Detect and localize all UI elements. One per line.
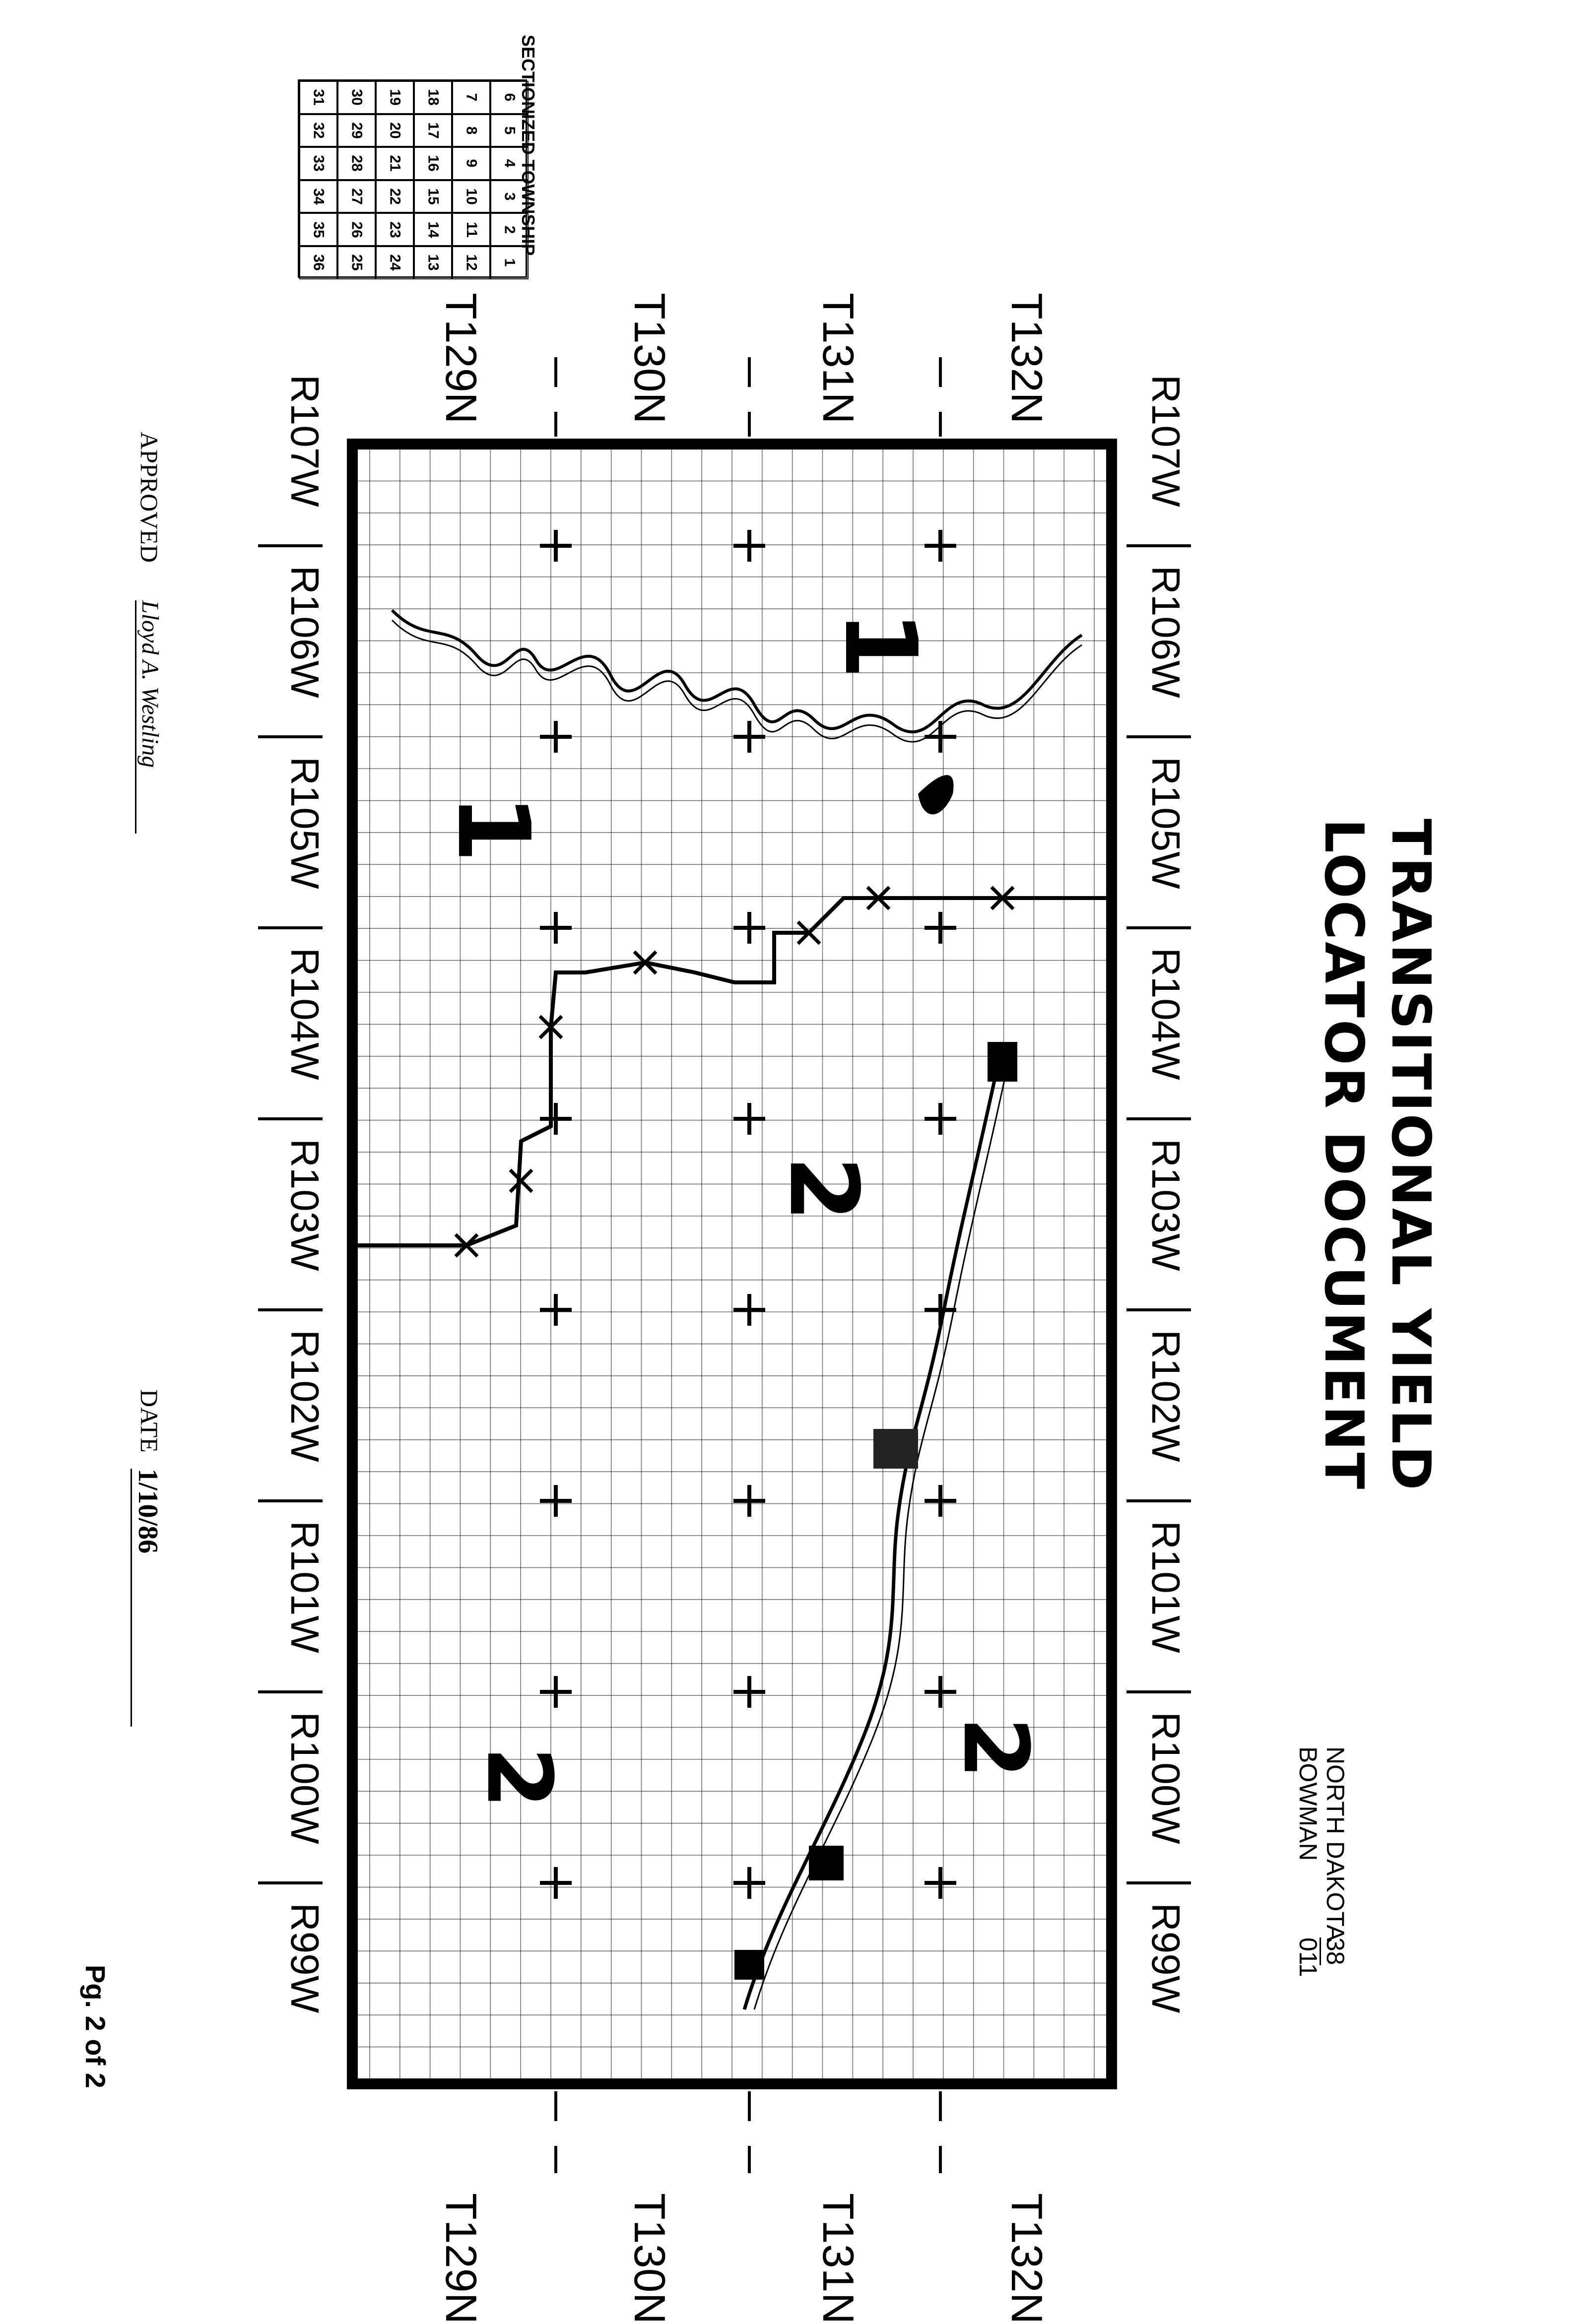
lake xyxy=(918,775,954,814)
document-title: TRANSITIONAL YIELD xyxy=(1380,819,1442,1492)
section-number: 35 xyxy=(310,221,327,238)
section-number: 1 xyxy=(501,258,518,267)
zone-label: 1 xyxy=(822,610,938,680)
state-name: NORTH DAKOTA xyxy=(1322,1746,1349,1941)
township-label: T132N xyxy=(1002,293,1052,424)
document-subtitle: LOCATOR DOCUMENT xyxy=(1313,819,1375,1491)
section-number: 9 xyxy=(463,159,480,168)
zone-label: 1 xyxy=(435,794,551,863)
date-label: DATE xyxy=(135,1389,163,1453)
range-label-left: R107W xyxy=(283,375,327,507)
section-number: 11 xyxy=(463,221,480,238)
section-number: 36 xyxy=(310,254,327,271)
section-number: 3 xyxy=(501,192,518,201)
township-label: T131N xyxy=(814,2193,863,2324)
section-number: 5 xyxy=(501,126,518,135)
section-number: 34 xyxy=(310,188,327,205)
section-number: 12 xyxy=(463,254,480,271)
approved-signature: Lloyd A. Westling xyxy=(135,600,164,834)
state-code: 38 xyxy=(1320,1937,1350,1965)
section-number: 19 xyxy=(387,89,403,106)
township-label: T129N xyxy=(437,2193,486,2324)
section-number: 2 xyxy=(501,225,518,234)
section-number: 15 xyxy=(425,188,442,205)
approved-label: APPROVED xyxy=(135,432,163,563)
range-label-right: R99W xyxy=(1144,1903,1188,2013)
township-label: T130N xyxy=(625,2193,674,2324)
section-number: 13 xyxy=(425,254,442,271)
town-marker xyxy=(873,1429,918,1469)
section-number: 31 xyxy=(310,89,327,106)
range-label-left: R101W xyxy=(283,1521,327,1653)
range-label-right: R105W xyxy=(1144,757,1188,889)
range-label-right: R102W xyxy=(1144,1330,1188,1462)
section-number: 27 xyxy=(348,188,365,205)
date-value: 1/10/86 xyxy=(131,1469,164,1727)
page-number: Pg. 2 of 2 xyxy=(80,1965,111,2088)
township-label: T130N xyxy=(625,293,674,424)
township-label: T132N xyxy=(1002,2193,1052,2324)
section-number: 30 xyxy=(348,89,365,106)
town-marker xyxy=(988,1042,1017,1082)
range-label-right: R103W xyxy=(1144,1139,1188,1271)
range-label-right: R107W xyxy=(1144,375,1188,507)
section-number: 14 xyxy=(425,221,442,238)
section-number: 32 xyxy=(310,122,327,139)
section-number: 7 xyxy=(463,93,480,102)
section-number: 6 xyxy=(501,93,518,102)
section-number: 18 xyxy=(425,89,442,106)
range-label-left: R103W xyxy=(283,1139,327,1271)
zone-label: 2 xyxy=(943,1717,1047,1779)
zone-label: 2 xyxy=(769,1156,878,1222)
range-label-right: R101W xyxy=(1144,1521,1188,1653)
town-marker xyxy=(809,1846,844,1880)
section-number: 28 xyxy=(348,155,365,172)
section-number: 23 xyxy=(387,221,403,238)
river-bank xyxy=(392,620,1082,742)
section-number: 33 xyxy=(310,155,327,172)
section-number: 20 xyxy=(387,122,403,139)
section-number: 25 xyxy=(348,254,365,271)
range-label-left: R104W xyxy=(283,948,327,1080)
section-number: 26 xyxy=(348,221,365,238)
section-number: 17 xyxy=(425,122,442,139)
section-number: 4 xyxy=(501,159,518,168)
county-code: 011 xyxy=(1294,1937,1322,1977)
section-number: 21 xyxy=(387,155,403,172)
range-label-left: R102W xyxy=(283,1330,327,1462)
range-label-left: R105W xyxy=(283,757,327,889)
section-number: 10 xyxy=(463,188,480,205)
zone-label: 2 xyxy=(467,1746,571,1809)
inset-label: SECTIONIZED TOWNSHIP xyxy=(518,35,538,256)
town-marker xyxy=(734,1950,764,1980)
range-label-left: R99W xyxy=(283,1903,327,2013)
range-label-right: R104W xyxy=(1144,948,1188,1080)
range-label-left: R106W xyxy=(283,566,327,698)
section-number: 16 xyxy=(425,155,442,172)
range-label-left: R100W xyxy=(283,1712,327,1844)
section-number: 29 xyxy=(348,122,365,139)
township-label: T131N xyxy=(814,293,863,424)
section-number: 8 xyxy=(463,126,480,135)
section-number: 22 xyxy=(387,188,403,205)
township-label: T129N xyxy=(437,293,486,424)
river xyxy=(392,610,1082,732)
county-name: BOWMAN xyxy=(1294,1746,1322,1861)
range-label-right: R100W xyxy=(1144,1712,1188,1844)
section-number: 24 xyxy=(387,254,403,271)
range-label-right: R106W xyxy=(1144,566,1188,698)
